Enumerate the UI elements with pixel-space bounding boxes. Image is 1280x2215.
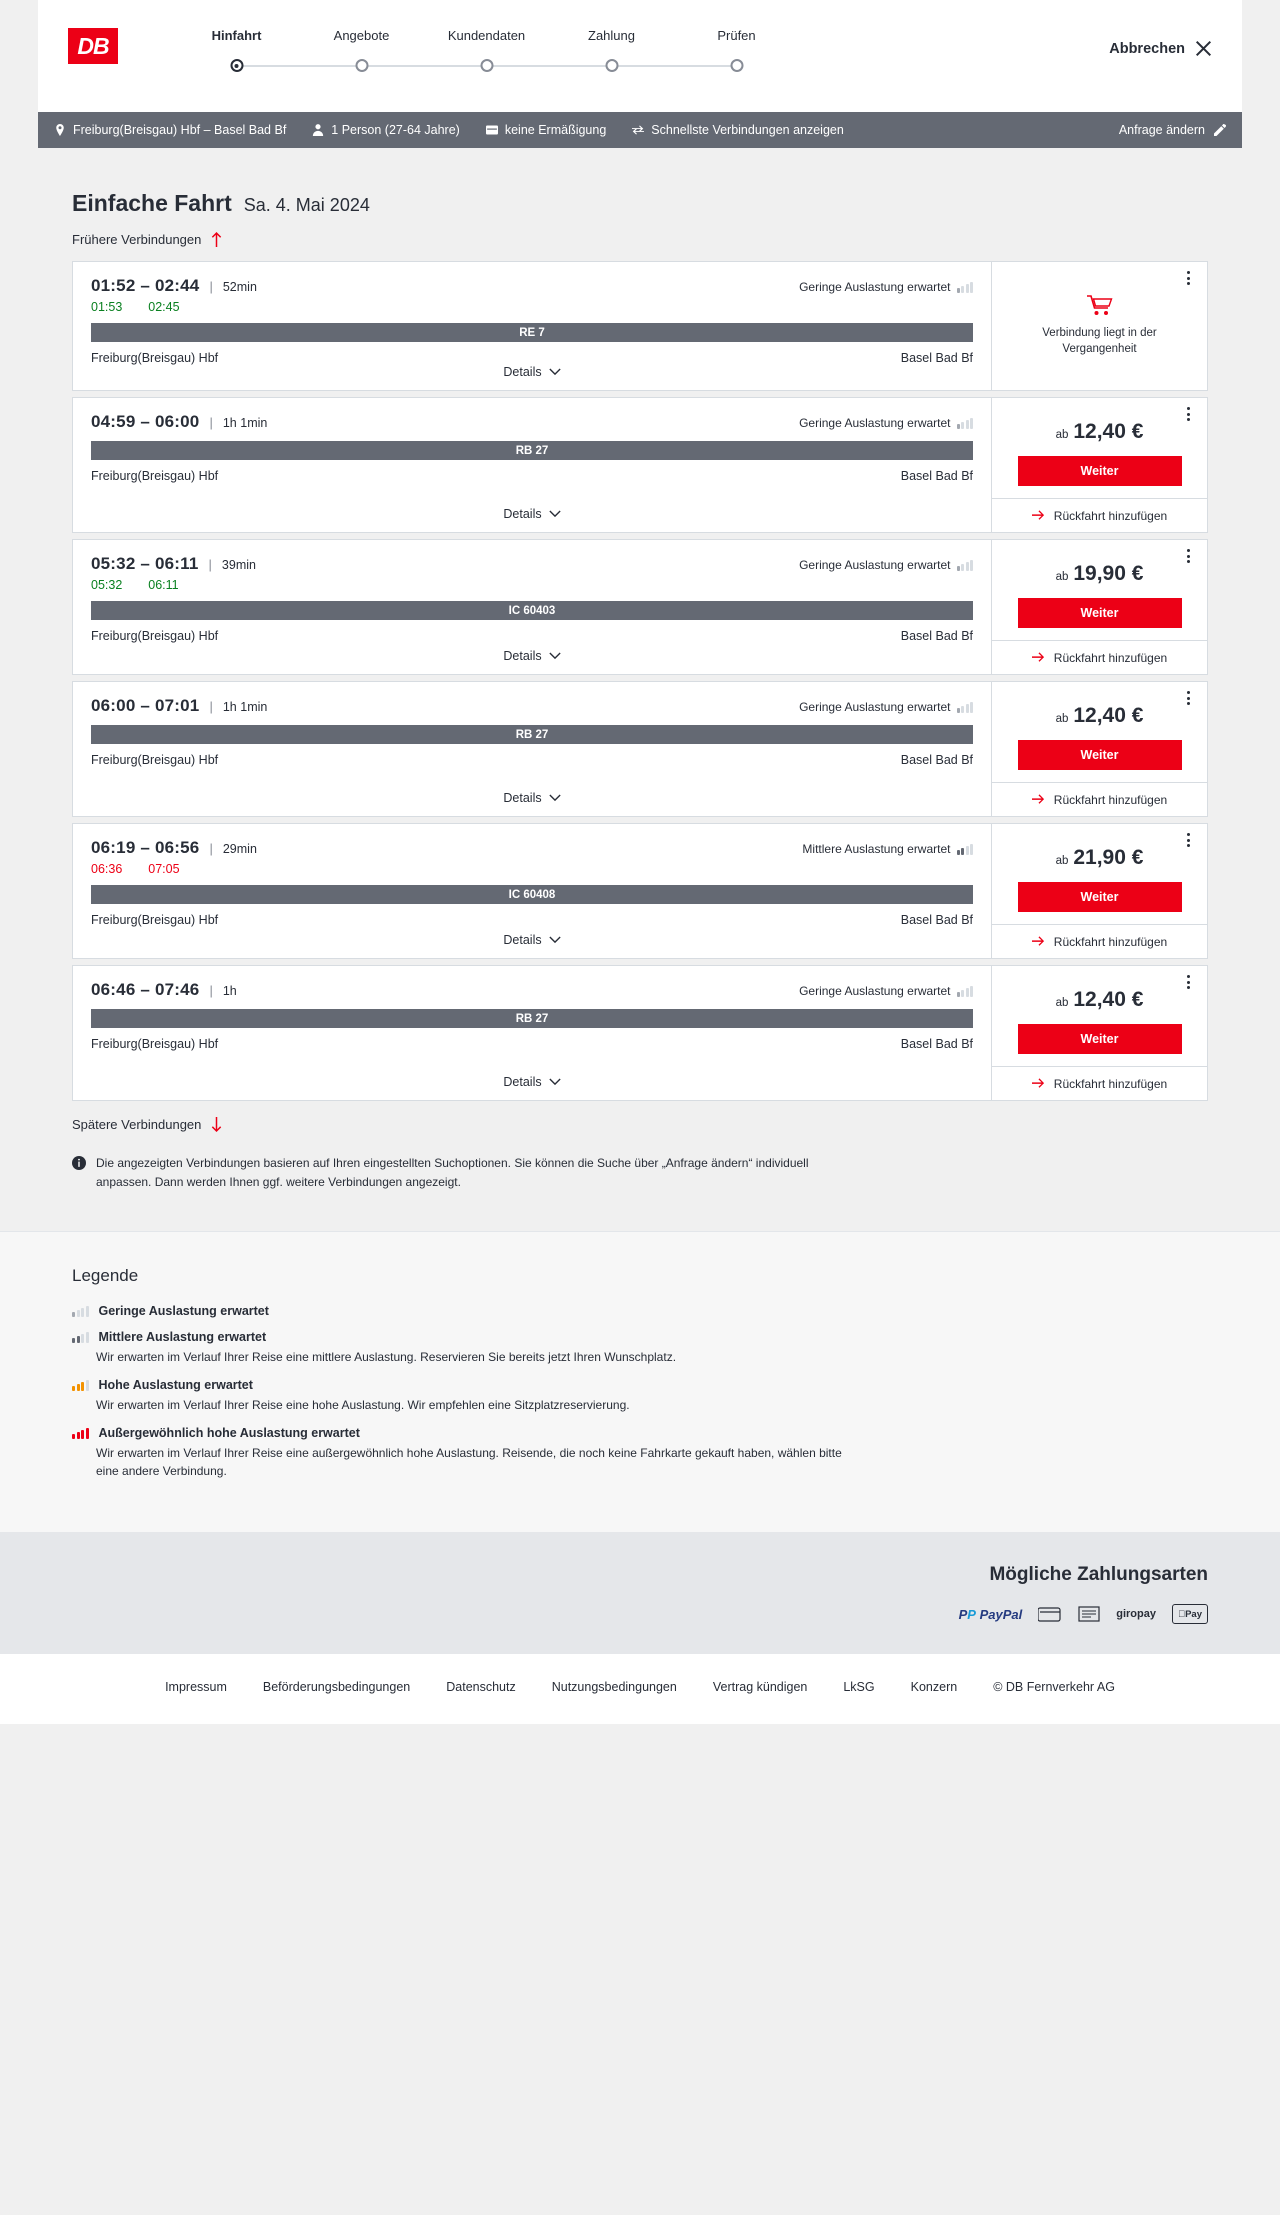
later-connections-button[interactable]: [72, 1117, 1208, 1132]
query-summary-bar: [38, 112, 1242, 148]
legend-item: [72, 1304, 1208, 1318]
step-dot-icon: [605, 59, 618, 72]
pencil-icon: [1214, 124, 1226, 136]
utilization-label: Geringe Auslastung erwartet: [799, 416, 951, 430]
connection-summary[interactable]: [73, 824, 991, 958]
realtime-row: [91, 578, 973, 592]
person-icon: [312, 124, 324, 136]
realtime-departure: 05:32: [91, 578, 123, 592]
chevron-down-icon: [549, 936, 561, 944]
connection-duration: 52min: [222, 280, 257, 294]
footer-link[interactable]: Impressum: [165, 1680, 227, 1695]
step-dot-icon: [355, 59, 368, 72]
continue-button[interactable]: Weiter: [1018, 882, 1182, 912]
legend-item: [72, 1378, 1208, 1414]
connection-summary[interactable]: [73, 540, 991, 674]
details-label: Details: [503, 1075, 542, 1089]
arrow-right-icon: [1032, 510, 1045, 522]
connection-duration: 1h: [222, 984, 237, 998]
add-return-button[interactable]: [992, 782, 1207, 816]
arrow-right-icon: [1032, 794, 1045, 806]
legend-title: Legende: [72, 1266, 139, 1286]
more-options-icon[interactable]: [1181, 690, 1195, 706]
details-button[interactable]: [73, 791, 991, 805]
train-line-label: RB 27: [515, 728, 549, 741]
occupancy-icon: [957, 418, 974, 429]
train-line-bar: [91, 725, 973, 744]
past-connection-text: Verbindung liegt in der Vergangenheit: [1042, 327, 1157, 355]
realtime-departure: 06:36: [91, 862, 123, 876]
step-kundendaten[interactable]: [424, 28, 549, 73]
add-return-label: Rückfahrt hinzufügen: [1053, 792, 1168, 807]
app-header: [38, 0, 1242, 112]
occupancy-icon: [957, 702, 974, 713]
origin-station: Freiburg(Breisgau) Hbf: [91, 913, 219, 927]
close-icon: [1195, 40, 1212, 57]
swap-arrows-icon: [632, 124, 644, 136]
location-pin-icon: [54, 124, 66, 136]
step-label: Prüfen: [717, 28, 756, 43]
change-query-label: Anfrage ändern: [1118, 123, 1205, 137]
price-prefix: ab: [1055, 571, 1069, 583]
chevron-down-icon: [549, 652, 561, 660]
footer-link[interactable]: Beförderungsbedingungen: [262, 1680, 411, 1695]
legend-item-head: [72, 1378, 1208, 1392]
step-zahlung[interactable]: [549, 28, 674, 73]
payment-title: Mögliche Zahlungsarten: [989, 1564, 1208, 1586]
realtime-arrival: 06:11: [148, 578, 179, 592]
price: ab 12,40 €: [1055, 420, 1144, 443]
realtime-arrival: 02:45: [148, 300, 180, 314]
add-return-button[interactable]: [992, 1066, 1207, 1100]
page-title-main: Einfache Fahrt: [72, 190, 232, 216]
destination-station: Basel Bad Bf: [900, 913, 973, 927]
connection-card: [72, 823, 1208, 959]
more-options-icon[interactable]: [1181, 548, 1195, 564]
price: ab 21,90 €: [1055, 846, 1144, 869]
connection-times: 06:19 – 06:56: [91, 838, 200, 857]
legend-item-head: [72, 1426, 1208, 1440]
step-dot-icon: [480, 59, 493, 72]
past-connection-note: [992, 262, 1207, 390]
price: ab 12,40 €: [1055, 988, 1144, 1011]
times-row: 05:32 – 06:11 | 39min Geringe Auslastung erwartet: [91, 554, 973, 574]
legend-item-head: [72, 1304, 1208, 1318]
connection-action-panel: [991, 966, 1207, 1100]
footer-link[interactable]: Konzern: [910, 1680, 958, 1695]
connection-summary[interactable]: [73, 262, 991, 390]
utilization-label: Geringe Auslastung erwartet: [799, 558, 951, 572]
price-area: [992, 824, 1207, 924]
more-options-icon[interactable]: [1181, 406, 1195, 422]
connection-summary[interactable]: [73, 398, 991, 532]
stops-row: [91, 629, 973, 643]
origin-station: Freiburg(Breisgau) Hbf: [91, 351, 219, 365]
details-button[interactable]: [73, 933, 991, 947]
add-return-label: Rückfahrt hinzufügen: [1053, 934, 1168, 949]
times-row: 01:52 – 02:44 | 52min Geringe Auslastung erwartet: [91, 276, 973, 296]
legend-item: [72, 1330, 1208, 1366]
price: ab 12,40 €: [1055, 704, 1144, 727]
step-hinfahrt[interactable]: [174, 28, 299, 73]
connection-card: [72, 681, 1208, 817]
payment-icons: [72, 1604, 1208, 1624]
destination-station: Basel Bad Bf: [900, 1037, 973, 1051]
arrow-down-icon: [210, 1117, 223, 1132]
train-line-bar: [91, 441, 973, 460]
footer-link[interactable]: Datenschutz: [446, 1680, 516, 1695]
db-logo: DB: [68, 28, 118, 64]
train-line-label: RE 7: [519, 326, 545, 339]
legend-item-label: Hohe Auslastung erwartet: [98, 1378, 253, 1393]
connection-duration: 39min: [221, 558, 256, 572]
chevron-down-icon: [549, 1078, 561, 1086]
realtime-row: [91, 300, 973, 314]
continue-button[interactable]: Weiter: [1018, 1024, 1182, 1054]
change-query-button[interactable]: [1119, 123, 1226, 137]
train-line-label: RB 27: [515, 444, 549, 457]
results-main: [38, 148, 1242, 1231]
details-label: Details: [503, 365, 542, 379]
more-options-icon[interactable]: [1181, 270, 1195, 286]
legend-item: [72, 1426, 1208, 1480]
occupancy-icon: [957, 986, 974, 997]
occupancy-icon: [957, 560, 974, 571]
cart-icon: [1087, 294, 1113, 316]
connection-action-panel: [991, 682, 1207, 816]
utilization: [799, 558, 973, 572]
occupancy-icon: [72, 1428, 89, 1439]
earlier-connections-button[interactable]: [72, 232, 1208, 247]
connection-times: 06:00 – 07:01: [91, 696, 200, 715]
destination-station: Basel Bad Bf: [900, 469, 973, 483]
step-label: Zahlung: [588, 28, 635, 43]
step-pruefen[interactable]: [674, 28, 799, 73]
connection-card: [72, 397, 1208, 533]
checkout-stepper: [174, 28, 799, 73]
price-prefix: ab: [1055, 429, 1069, 441]
train-line-bar: [91, 885, 973, 904]
footer-link[interactable]: © DB Fernverkehr AG: [993, 1680, 1115, 1695]
creditcard-icon: [1038, 1604, 1062, 1624]
lastschrift-icon: [1078, 1604, 1100, 1624]
arrow-up-icon: [210, 232, 223, 247]
add-return-label: Rückfahrt hinzufügen: [1053, 650, 1168, 665]
query-sorting[interactable]: [632, 123, 844, 137]
connection-times: 04:59 – 06:00: [91, 412, 200, 431]
chevron-down-icon: [549, 510, 561, 518]
connection-action-panel: [991, 824, 1207, 958]
realtime-row: [91, 862, 973, 876]
connection-list: [72, 261, 1208, 1101]
details-label: Details: [503, 507, 542, 521]
cancel-button[interactable]: [1109, 40, 1212, 57]
stops-row: [91, 913, 973, 927]
payment-methods-section: [0, 1532, 1280, 1654]
footer-link[interactable]: Vertrag kündigen: [712, 1680, 808, 1695]
details-button[interactable]: [73, 507, 991, 521]
realtime-arrival: 07:05: [148, 862, 180, 876]
train-line-bar: [91, 323, 973, 342]
connection-duration: 1h 1min: [222, 416, 268, 430]
times-row: 06:00 – 07:01 | 1h 1min Geringe Auslastung erwartet: [91, 696, 973, 716]
step-label: Kundendaten: [447, 28, 526, 43]
more-options-icon[interactable]: [1181, 974, 1195, 990]
price: ab 19,90 €: [1055, 562, 1144, 585]
step-label: Angebote: [333, 28, 390, 43]
connection-action-panel: [991, 540, 1207, 674]
utilization-label: Geringe Auslastung erwartet: [799, 700, 951, 714]
connection-summary[interactable]: [73, 966, 991, 1100]
query-passengers-label: 1 Person (27-64 Jahre): [331, 123, 460, 137]
arrow-right-icon: [1032, 652, 1045, 664]
details-label: Details: [503, 791, 542, 805]
price-area: [992, 682, 1207, 782]
step-angebote[interactable]: [299, 28, 424, 73]
realtime-departure: 01:53: [91, 300, 123, 314]
destination-station: Basel Bad Bf: [900, 351, 973, 365]
occupancy-icon: [72, 1332, 89, 1343]
add-return-button[interactable]: [992, 498, 1207, 532]
step-dot-icon: [730, 59, 743, 72]
stops-row: [91, 753, 973, 767]
page-title: [72, 148, 1208, 217]
times-row: 06:19 – 06:56 | 29min Mittlere Auslastung erwartet: [91, 838, 973, 858]
continue-button[interactable]: Weiter: [1018, 598, 1182, 628]
footer-link[interactable]: LkSG: [843, 1680, 875, 1695]
legend-list: [72, 1304, 1208, 1480]
price-prefix: ab: [1055, 997, 1069, 1009]
add-return-label: Rückfahrt hinzufügen: [1053, 1076, 1168, 1091]
cancel-label: Abbrechen: [1109, 40, 1185, 57]
train-line-label: RB 27: [515, 1012, 549, 1025]
times-row: 04:59 – 06:00 | 1h 1min Geringe Auslastung erwartet: [91, 412, 973, 432]
price-prefix: ab: [1055, 855, 1069, 867]
add-return-label: Rückfahrt hinzufügen: [1053, 508, 1168, 523]
connection-action-panel: [991, 262, 1207, 390]
stops-row: [91, 351, 973, 365]
utilization-label: Geringe Auslastung erwartet: [799, 280, 951, 294]
times-row: 06:46 – 07:46 | 1h Geringe Auslastung erwartet: [91, 980, 973, 1000]
utilization: [799, 416, 973, 430]
legend-item-label: Außergewöhnlich hohe Auslastung erwartet: [98, 1426, 360, 1441]
legend-item-desc: Wir erwarten im Verlauf Ihrer Reise eine hohe Auslastung. Wir empfehlen eine Sitzplatzreservierung.: [96, 1398, 630, 1413]
details-button[interactable]: [73, 649, 991, 663]
details-label: Details: [503, 933, 542, 947]
stops-row: [91, 1037, 973, 1051]
query-route-label: Freiburg(Breisgau) Hbf – Basel Bad Bf: [73, 123, 287, 137]
connection-duration: 1h 1min: [222, 700, 268, 714]
query-sorting-label: Schnellste Verbindungen anzeigen: [651, 123, 844, 137]
query-discount-label: keine Ermäßigung: [504, 123, 607, 137]
query-route[interactable]: [54, 123, 286, 137]
utilization-label: Geringe Auslastung erwartet: [799, 984, 951, 998]
occupancy-icon: [72, 1306, 89, 1317]
legend-item-label: Mittlere Auslastung erwartet: [98, 1330, 267, 1345]
connection-card: [72, 261, 1208, 391]
search-info-note: [72, 1154, 832, 1191]
info-icon: [72, 1156, 86, 1170]
legend-item-label: Geringe Auslastung erwartet: [98, 1304, 269, 1319]
utilization-label: Mittlere Auslastung erwartet: [802, 842, 951, 856]
query-discount[interactable]: [486, 123, 606, 137]
connection-times: 01:52 – 02:44: [91, 276, 200, 295]
later-label: Spätere Verbindungen: [72, 1117, 202, 1132]
utilization: [802, 842, 973, 856]
origin-station: Freiburg(Breisgau) Hbf: [91, 1037, 219, 1051]
train-line-bar: [91, 601, 973, 620]
connection-times: 05:32 – 06:11: [91, 554, 199, 573]
arrow-right-icon: [1032, 936, 1045, 948]
price-prefix: ab: [1055, 713, 1069, 725]
continue-button[interactable]: Weiter: [1018, 740, 1182, 770]
footer-link[interactable]: Nutzungsbedingungen: [551, 1680, 677, 1695]
connection-card: [72, 539, 1208, 675]
details-button[interactable]: [73, 365, 991, 379]
price-area: [992, 540, 1207, 640]
destination-station: Basel Bad Bf: [900, 753, 973, 767]
origin-station: Freiburg(Breisgau) Hbf: [91, 629, 219, 643]
connection-duration: 29min: [222, 842, 257, 856]
train-line-bar: [91, 1009, 973, 1028]
chevron-down-icon: [549, 794, 561, 802]
page-footer: [0, 1654, 1280, 1724]
price-area: [992, 398, 1207, 498]
destination-station: Basel Bad Bf: [900, 629, 973, 643]
legend-item-desc: Wir erwarten im Verlauf Ihrer Reise eine mittlere Auslastung. Reservieren Sie bereits jetzt Ihren Wunschplatz.: [96, 1350, 677, 1365]
step-label: Hinfahrt: [211, 28, 262, 43]
query-passengers[interactable]: [312, 123, 460, 137]
details-button[interactable]: [73, 1075, 991, 1089]
stops-row: [91, 469, 973, 483]
origin-station: Freiburg(Breisgau) Hbf: [91, 469, 219, 483]
continue-button[interactable]: Weiter: [1018, 456, 1182, 486]
add-return-button[interactable]: [992, 640, 1207, 674]
arrow-right-icon: [1032, 1078, 1045, 1090]
more-options-icon[interactable]: [1181, 832, 1195, 848]
occupancy-icon: [72, 1380, 89, 1391]
earlier-label: Frühere Verbindungen: [72, 232, 202, 247]
card-icon: [486, 124, 498, 136]
price-area: [992, 966, 1207, 1066]
train-line-label: IC 60403: [508, 604, 556, 617]
step-dot-icon: [230, 59, 243, 72]
giropay-icon: giropay: [1116, 1608, 1156, 1621]
legend-section: [0, 1231, 1280, 1532]
origin-station: Freiburg(Breisgau) Hbf: [91, 753, 219, 767]
connection-card: [72, 965, 1208, 1101]
add-return-button[interactable]: [992, 924, 1207, 958]
utilization: [799, 280, 973, 294]
occupancy-icon: [957, 282, 974, 293]
utilization: [799, 984, 973, 998]
details-label: Details: [503, 649, 542, 663]
chevron-down-icon: [549, 368, 561, 376]
paypal-icon: P P PayPal: [958, 1606, 1023, 1622]
legend-item-desc: Wir erwarten im Verlauf Ihrer Reise eine außergewöhnlich hohe Auslastung. Reisende, die noch keine Fahrkarte gekauft haben, wählen bitte eine andere Verbindung.: [96, 1446, 842, 1479]
page-title-date: Sa. 4. Mai 2024: [243, 195, 370, 215]
connection-action-panel: [991, 398, 1207, 532]
occupancy-icon: [957, 844, 974, 855]
connection-times: 06:46 – 07:46: [91, 980, 200, 999]
applepay-icon: Pay: [1172, 1604, 1208, 1624]
legend-item-head: [72, 1330, 1208, 1344]
utilization: [799, 700, 973, 714]
search-info-text: Die angezeigten Verbindungen basieren auf Ihren eingestellten Suchoptionen. Sie können die Suche über „Anfrage ändern“ individuell anpassen. Dann werden Ihnen ggf. weitere Verbindungen angezeigt.: [96, 1156, 809, 1189]
connection-summary[interactable]: [73, 682, 991, 816]
train-line-label: IC 60408: [508, 888, 556, 901]
